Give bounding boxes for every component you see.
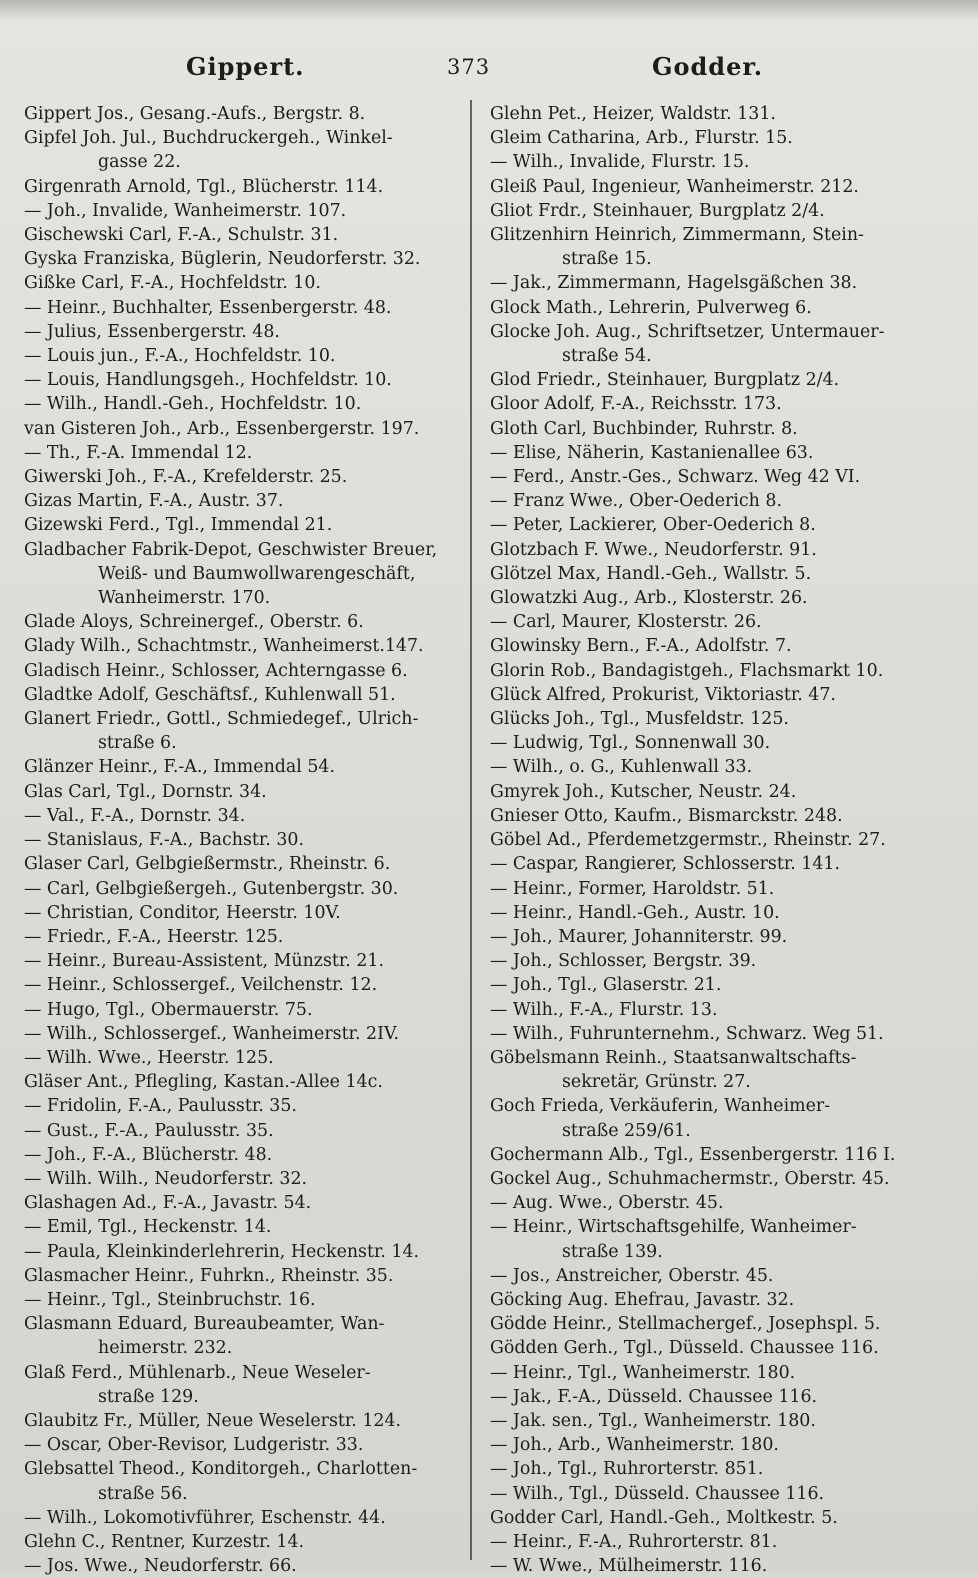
directory-entry	[490, 610, 922, 634]
directory-entry	[24, 1167, 460, 1191]
entry-line: — Wilh., Fuhrunternehm., Schwarz. Weg 51.	[490, 1023, 884, 1044]
directory-entry	[490, 175, 922, 199]
entry-line: Göbelsmann Reinh., Staatsanwaltschafts-	[490, 1047, 857, 1068]
right-column	[490, 102, 922, 1578]
directory-entry	[490, 102, 922, 126]
entry-line: Glady Wilh., Schachtmstr., Wanheimerst.147.	[24, 636, 424, 657]
entry-line: Gladtke Adolf, Geschäftsf., Kuhlenwall 51.	[24, 684, 396, 705]
entry-line: Gladbacher Fabrik-Depot, Geschwister Breuer,	[24, 539, 438, 560]
entry-line: Glocke Joh. Aug., Schriftsetzer, Untermauer-	[490, 321, 885, 342]
directory-entry	[490, 1530, 922, 1554]
directory-entry	[490, 223, 922, 271]
entry-line: Glashagen Ad., F.-A., Javastr. 54.	[24, 1193, 312, 1214]
entry-line: Gladisch Heinr., Schlosser, Achterngasse 6.	[24, 660, 408, 681]
directory-entry	[24, 1554, 460, 1578]
entry-line: — Wilh., Invalide, Flurstr. 15.	[490, 152, 750, 173]
directory-entry	[24, 780, 460, 804]
directory-entry	[490, 901, 922, 925]
directory-entry	[490, 199, 922, 223]
directory-entry	[490, 489, 922, 513]
entry-line: — W. Wwe., Mülheimerstr. 116.	[490, 1556, 768, 1577]
directory-entry	[490, 1433, 922, 1457]
entry-line: — Heinr., Tgl., Wanheimerstr. 180.	[490, 1362, 796, 1383]
entry-continuation-line: heimerstr. 232.	[98, 1338, 233, 1359]
entry-line: Glorin Rob., Bandagistgeh., Flachsmarkt 10.	[490, 660, 884, 681]
entry-line: Gippert Jos., Gesang.-Aufs., Bergstr. 8.	[24, 104, 366, 124]
directory-entry	[490, 949, 922, 973]
directory-entry	[24, 877, 460, 901]
directory-entry	[24, 707, 460, 755]
entry-line: Gockel Aug., Schuhmachermstr., Oberstr. 45.	[490, 1168, 890, 1189]
entry-line: Gißke Carl, F.-A., Hochfeldstr. 10.	[24, 273, 321, 294]
entry-line: — Heinr., Wirtschaftsgehilfe, Wanheimer-	[490, 1217, 857, 1238]
entry-line: Gischewski Carl, F.-A., Schulstr. 31.	[24, 225, 339, 246]
directory-entry	[490, 1554, 922, 1578]
directory-entry	[24, 1094, 460, 1118]
directory-entry	[24, 1143, 460, 1167]
entry-line: Glaser Carl, Gelbgießermstr., Rheinstr. 6.	[24, 854, 391, 875]
page-number: 373	[447, 55, 491, 79]
directory-entry	[490, 1094, 922, 1142]
directory-entry	[24, 417, 460, 441]
directory-entry	[24, 852, 460, 876]
directory-entry	[24, 247, 460, 271]
entry-line: Glod Friedr., Steinhauer, Burgplatz 2/4.	[490, 370, 840, 391]
directory-entry	[490, 1312, 922, 1336]
directory-entry	[24, 441, 460, 465]
directory-entry	[24, 344, 460, 368]
entry-line: — Joh., Schlosser, Bergstr. 39.	[490, 951, 757, 972]
entry-line: Godder Carl, Handl.-Geh., Moltkestr. 5.	[490, 1507, 838, 1528]
directory-entry	[490, 1482, 922, 1506]
directory-entry	[490, 755, 922, 779]
entry-line: Gloor Adolf, F.-A., Reichsstr. 173.	[490, 394, 782, 415]
entry-line: Gloth Carl, Buchbinder, Ruhrstr. 8.	[490, 418, 798, 439]
header-first-name: Gippert.	[186, 52, 305, 81]
directory-entry	[24, 513, 460, 537]
directory-entry	[24, 223, 460, 247]
directory-entry	[24, 368, 460, 392]
entry-line: — Wilh., Tgl., Düsseld. Chaussee 116.	[490, 1483, 825, 1504]
header-last-name: Godder.	[652, 52, 764, 81]
entry-line: Glock Math., Lehrerin, Pulverweg 6.	[490, 297, 812, 318]
directory-entry	[24, 271, 460, 295]
entry-line: — Oscar, Ober-Revisor, Ludgeristr. 33.	[24, 1435, 364, 1456]
entry-line: — Carl, Gelbgießergeh., Gutenbergstr. 30.	[24, 878, 399, 899]
directory-entry	[24, 659, 460, 683]
directory-entry	[24, 1288, 460, 1312]
directory-entry	[490, 1288, 922, 1312]
entry-line: Glotzbach F. Wwe., Neudorferstr. 91.	[490, 539, 817, 560]
entry-line: Giwerski Joh., F.-A., Krefelderstr. 25.	[24, 467, 348, 488]
directory-entry	[490, 804, 922, 828]
directory-entry	[490, 925, 922, 949]
entry-line: Glanert Friedr., Gottl., Schmiedegef., Ulrich-	[24, 709, 419, 730]
directory-entry	[24, 489, 460, 513]
entry-continuation-line: gasse 22.	[98, 152, 181, 173]
directory-entry	[490, 1385, 922, 1409]
directory-entry	[24, 1264, 460, 1288]
entry-line: — Carl, Maurer, Klosterstr. 26.	[490, 612, 762, 633]
entry-line: — Julius, Essenbergerstr. 48.	[24, 321, 280, 342]
entry-line: — Jak. sen., Tgl., Wanheimerstr. 180.	[490, 1410, 816, 1431]
directory-entry	[490, 126, 922, 150]
entry-line: — Stanislaus, F.-A., Bachstr. 30.	[24, 830, 305, 851]
directory-entry	[490, 683, 922, 707]
entry-line: Gmyrek Joh., Kutscher, Neustr. 24.	[490, 781, 797, 802]
entry-line: Gödde Heinr., Stellmachergef., Josephspl. 5.	[490, 1314, 881, 1335]
entry-line: Glasmacher Heinr., Fuhrkn., Rheinstr. 35.	[24, 1265, 394, 1286]
entry-line: — Gust., F.-A., Paulusstr. 35.	[24, 1120, 274, 1141]
entry-line: Glötzel Max, Handl.-Geh., Wallstr. 5.	[490, 563, 812, 584]
entry-line: — Heinr., Tgl., Steinbruchstr. 16.	[24, 1289, 316, 1310]
entry-line: Glücks Joh., Tgl., Musfeldstr. 125.	[490, 709, 789, 730]
directory-entry	[490, 417, 922, 441]
entry-line: — Wilh., Lokomotivführer, Eschenstr. 44.	[24, 1507, 386, 1528]
directory-entry	[490, 852, 922, 876]
directory-entry	[490, 441, 922, 465]
directory-entry	[490, 562, 922, 586]
page-edge-shadow	[0, 0, 978, 20]
directory-entry	[490, 877, 922, 901]
directory-entry	[24, 1361, 460, 1409]
directory-entry	[490, 998, 922, 1022]
entry-line: — Caspar, Rangierer, Schlosserstr. 141.	[490, 854, 841, 875]
entry-line: Goch Frieda, Verkäuferin, Wanheimer-	[490, 1096, 831, 1117]
entry-line: Glebsattel Theod., Konditorgeh., Charlotten-	[24, 1459, 418, 1480]
directory-entry	[490, 634, 922, 658]
directory-entry	[490, 1409, 922, 1433]
entry-line: — Wilh., o. G., Kuhlenwall 33.	[490, 757, 753, 778]
entry-line: — Joh., Maurer, Johanniterstr. 99.	[490, 926, 788, 947]
entry-line: — Heinr., F.-A., Ruhrorterstr. 81.	[490, 1531, 778, 1552]
directory-entry	[490, 1167, 922, 1191]
entry-continuation-line: straße 259/61.	[562, 1120, 691, 1141]
entry-line: Glück Alfred, Prokurist, Viktoriastr. 47.	[490, 684, 836, 705]
directory-entry	[490, 731, 922, 755]
entry-line: — Emil, Tgl., Heckenstr. 14.	[24, 1217, 272, 1238]
directory-entry	[24, 296, 460, 320]
left-column	[24, 102, 460, 1578]
directory-entry	[24, 1506, 460, 1530]
entry-line: Gödden Gerh., Tgl., Düsseld. Chaussee 116.	[490, 1338, 879, 1359]
directory-entry	[24, 126, 460, 174]
directory-entry	[24, 1070, 460, 1094]
entry-line: — Ferd., Anstr.-Ges., Schwarz. Weg 42 VI.	[490, 467, 861, 488]
entry-line: — Val., F.-A., Dornstr. 34.	[24, 805, 246, 826]
entry-line: — Joh., F.-A., Blücherstr. 48.	[24, 1144, 273, 1165]
directory-entry	[24, 1433, 460, 1457]
entry-continuation-line: Wanheimerstr. 170.	[98, 588, 271, 609]
entry-line: Gläser Ant., Pflegling, Kastan.-Allee 14c.	[24, 1072, 383, 1093]
directory-entry	[490, 1264, 922, 1288]
directory-entry	[24, 1022, 460, 1046]
directory-entry	[490, 368, 922, 392]
entry-line: — Louis, Handlungsgeh., Hochfeldstr. 10.	[24, 370, 392, 391]
directory-entry	[24, 901, 460, 925]
entry-continuation-line: straße 56.	[98, 1483, 188, 1504]
entry-line: Gochermann Alb., Tgl., Essenbergerstr. 116 I.	[490, 1144, 896, 1165]
entry-continuation-line: straße 6.	[98, 733, 177, 754]
directory-entry	[24, 610, 460, 634]
directory-entry	[24, 925, 460, 949]
entry-line: Göcking Aug. Ehefrau, Javastr. 32.	[490, 1289, 795, 1310]
entry-continuation-line: straße 15.	[562, 249, 652, 270]
directory-entry	[24, 634, 460, 658]
column-divider	[470, 100, 472, 1560]
directory-entry	[490, 828, 922, 852]
entry-line: Gleim Catharina, Arb., Flurstr. 15.	[490, 128, 793, 149]
entry-line: — Christian, Conditor, Heerstr. 10V.	[24, 902, 341, 923]
entry-continuation-line: Weiß- und Baumwollwarengeschäft,	[98, 563, 416, 584]
entry-line: Göbel Ad., Pferdemetzgermstr., Rheinstr. 27.	[490, 830, 886, 851]
entry-line: Gleiß Paul, Ingenieur, Wanheimerstr. 212.	[490, 176, 859, 197]
entry-line: Glade Aloys, Schreinergef., Oberstr. 6.	[24, 612, 364, 633]
entry-line: — Franz Wwe., Ober-Oederich 8.	[490, 491, 782, 512]
directory-entry	[490, 320, 922, 368]
directory-entry	[24, 1215, 460, 1239]
entry-line: — Heinr., Buchhalter, Essenbergerstr. 48.	[24, 297, 392, 318]
entry-line: Gnieser Otto, Kaufm., Bismarckstr. 248.	[490, 805, 843, 826]
entry-line: — Wilh., Schlossergef., Wanheimerstr. 2IV.	[24, 1023, 399, 1044]
entry-line: — Jak., Zimmermann, Hagelsgäßchen 38.	[490, 273, 858, 294]
directory-entry	[24, 102, 460, 126]
entry-line: — Wilh. Wwe., Heerstr. 125.	[24, 1047, 274, 1068]
directory-entry	[490, 392, 922, 416]
directory-entry	[490, 707, 922, 731]
entry-line: — Th., F.-A. Immendal 12.	[24, 442, 253, 463]
entry-line: Glasmann Eduard, Bureaubeamter, Wan-	[24, 1314, 385, 1335]
directory-entry	[24, 804, 460, 828]
directory-entry	[24, 465, 460, 489]
entry-line: Gyska Franziska, Büglerin, Neudorferstr. 32.	[24, 249, 421, 270]
directory-entry	[490, 296, 922, 320]
directory-entry	[24, 973, 460, 997]
entry-continuation-line: straße 139.	[562, 1241, 663, 1262]
directory-entry	[24, 998, 460, 1022]
directory-entry	[24, 1240, 460, 1264]
directory-entry	[24, 538, 460, 611]
entry-line: — Friedr., F.-A., Heerstr. 125.	[24, 926, 284, 947]
entry-line: Glowinsky Bern., F.-A., Adolfstr. 7.	[490, 636, 792, 657]
entry-line: — Aug. Wwe., Oberstr. 45.	[490, 1193, 724, 1214]
entry-line: Girgenrath Arnold, Tgl., Blücherstr. 114.	[24, 176, 384, 197]
entry-line: — Hugo, Tgl., Obermauerstr. 75.	[24, 999, 313, 1020]
entry-line: — Joh., Tgl., Glaserstr. 21.	[490, 975, 722, 996]
directory-entry	[490, 150, 922, 174]
entry-line: — Jak., F.-A., Düsseld. Chaussee 116.	[490, 1386, 818, 1407]
entry-line: Glehn C., Rentner, Kurzestr. 14.	[24, 1531, 305, 1552]
entry-continuation-line: straße 54.	[562, 346, 652, 367]
directory-entry	[24, 683, 460, 707]
entry-line: — Jos. Wwe., Neudorferstr. 66.	[24, 1556, 297, 1577]
entry-line: Gizas Martin, F.-A., Austr. 37.	[24, 491, 284, 512]
entry-line: — Joh., Tgl., Ruhrorterstr. 851.	[490, 1459, 764, 1480]
directory-entry	[490, 1046, 922, 1094]
entry-line: — Peter, Lackierer, Ober-Oederich 8.	[490, 515, 816, 536]
entry-line: — Heinr., Bureau-Assistent, Münzstr. 21.	[24, 951, 384, 972]
entry-line: Gizewski Ferd., Tgl., Immendal 21.	[24, 515, 333, 536]
entry-line: — Wilh., F.-A., Flurstr. 13.	[490, 999, 718, 1020]
entry-line: — Heinr., Former, Haroldstr. 51.	[490, 878, 775, 899]
directory-entry	[490, 586, 922, 610]
entry-line: Glänzer Heinr., F.-A., Immendal 54.	[24, 757, 336, 778]
directory-entry	[490, 1215, 922, 1263]
entry-line: — Joh., Invalide, Wanheimerstr. 107.	[24, 200, 347, 221]
entry-line: — Paula, Kleinkinderlehrerin, Heckenstr. 14.	[24, 1241, 420, 1262]
directory-entry	[490, 1361, 922, 1385]
directory-entry	[490, 1457, 922, 1481]
directory-entry	[490, 973, 922, 997]
directory-entry	[24, 1312, 460, 1360]
directory-entry	[490, 1336, 922, 1360]
directory-entry	[490, 780, 922, 804]
entry-line: Glitzenhirn Heinrich, Zimmermann, Stein-	[490, 225, 864, 246]
entry-line: — Wilh., Handl.-Geh., Hochfeldstr. 10.	[24, 394, 362, 415]
entry-line: — Fridolin, F.-A., Paulusstr. 35.	[24, 1096, 297, 1117]
directory-entry	[24, 199, 460, 223]
entry-line: Gliot Frdr., Steinhauer, Burgplatz 2/4.	[490, 200, 825, 221]
directory-entry	[490, 538, 922, 562]
directory-entry	[24, 1119, 460, 1143]
entry-line: Glas Carl, Tgl., Dornstr. 34.	[24, 781, 267, 802]
directory-entry	[24, 828, 460, 852]
directory-entry	[24, 1530, 460, 1554]
entry-line: — Louis jun., F.-A., Hochfeldstr. 10.	[24, 346, 336, 367]
directory-entry	[490, 1022, 922, 1046]
entry-line: — Elise, Näherin, Kastanienallee 63.	[490, 442, 814, 463]
directory-entry	[490, 1191, 922, 1215]
directory-entry	[24, 1409, 460, 1433]
entry-line: Glehn Pet., Heizer, Waldstr. 131.	[490, 104, 776, 124]
entry-line: van Gisteren Joh., Arb., Essenbergerstr. 197.	[24, 418, 420, 439]
directory-entry	[24, 1046, 460, 1070]
directory-entry	[24, 320, 460, 344]
directory-entry	[24, 392, 460, 416]
entry-line: Glaubitz Fr., Müller, Neue Weselerstr. 124.	[24, 1410, 402, 1431]
directory-entry	[490, 271, 922, 295]
directory-entry	[24, 949, 460, 973]
entry-line: — Wilh. Wilh., Neudorferstr. 32.	[24, 1168, 308, 1189]
entry-continuation-line: sekretär, Grünstr. 27.	[562, 1072, 751, 1093]
directory-entry	[24, 1457, 460, 1505]
entry-line: — Heinr., Handl.-Geh., Austr. 10.	[490, 902, 780, 923]
entry-line: — Joh., Arb., Wanheimerstr. 180.	[490, 1435, 779, 1456]
directory-entry	[490, 513, 922, 537]
entry-line: Gipfel Joh. Jul., Buchdruckergeh., Winkel-	[24, 128, 393, 149]
page-header	[0, 52, 978, 88]
directory-entry	[490, 1506, 922, 1530]
entry-line: — Heinr., Schlossergef., Veilchenstr. 12.	[24, 975, 378, 996]
directory-entry	[490, 465, 922, 489]
directory-entry	[490, 659, 922, 683]
directory-entry	[24, 1191, 460, 1215]
entry-line: Glaß Ferd., Mühlenarb., Neue Weseler-	[24, 1362, 371, 1383]
entry-line: Glowatzki Aug., Arb., Klosterstr. 26.	[490, 588, 808, 609]
entry-line: — Jos., Anstreicher, Oberstr. 45.	[490, 1265, 774, 1286]
entry-continuation-line: straße 129.	[98, 1386, 199, 1407]
directory-entry	[24, 755, 460, 779]
directory-entry	[490, 1143, 922, 1167]
directory-entry	[24, 175, 460, 199]
entry-line: — Ludwig, Tgl., Sonnenwall 30.	[490, 733, 771, 754]
